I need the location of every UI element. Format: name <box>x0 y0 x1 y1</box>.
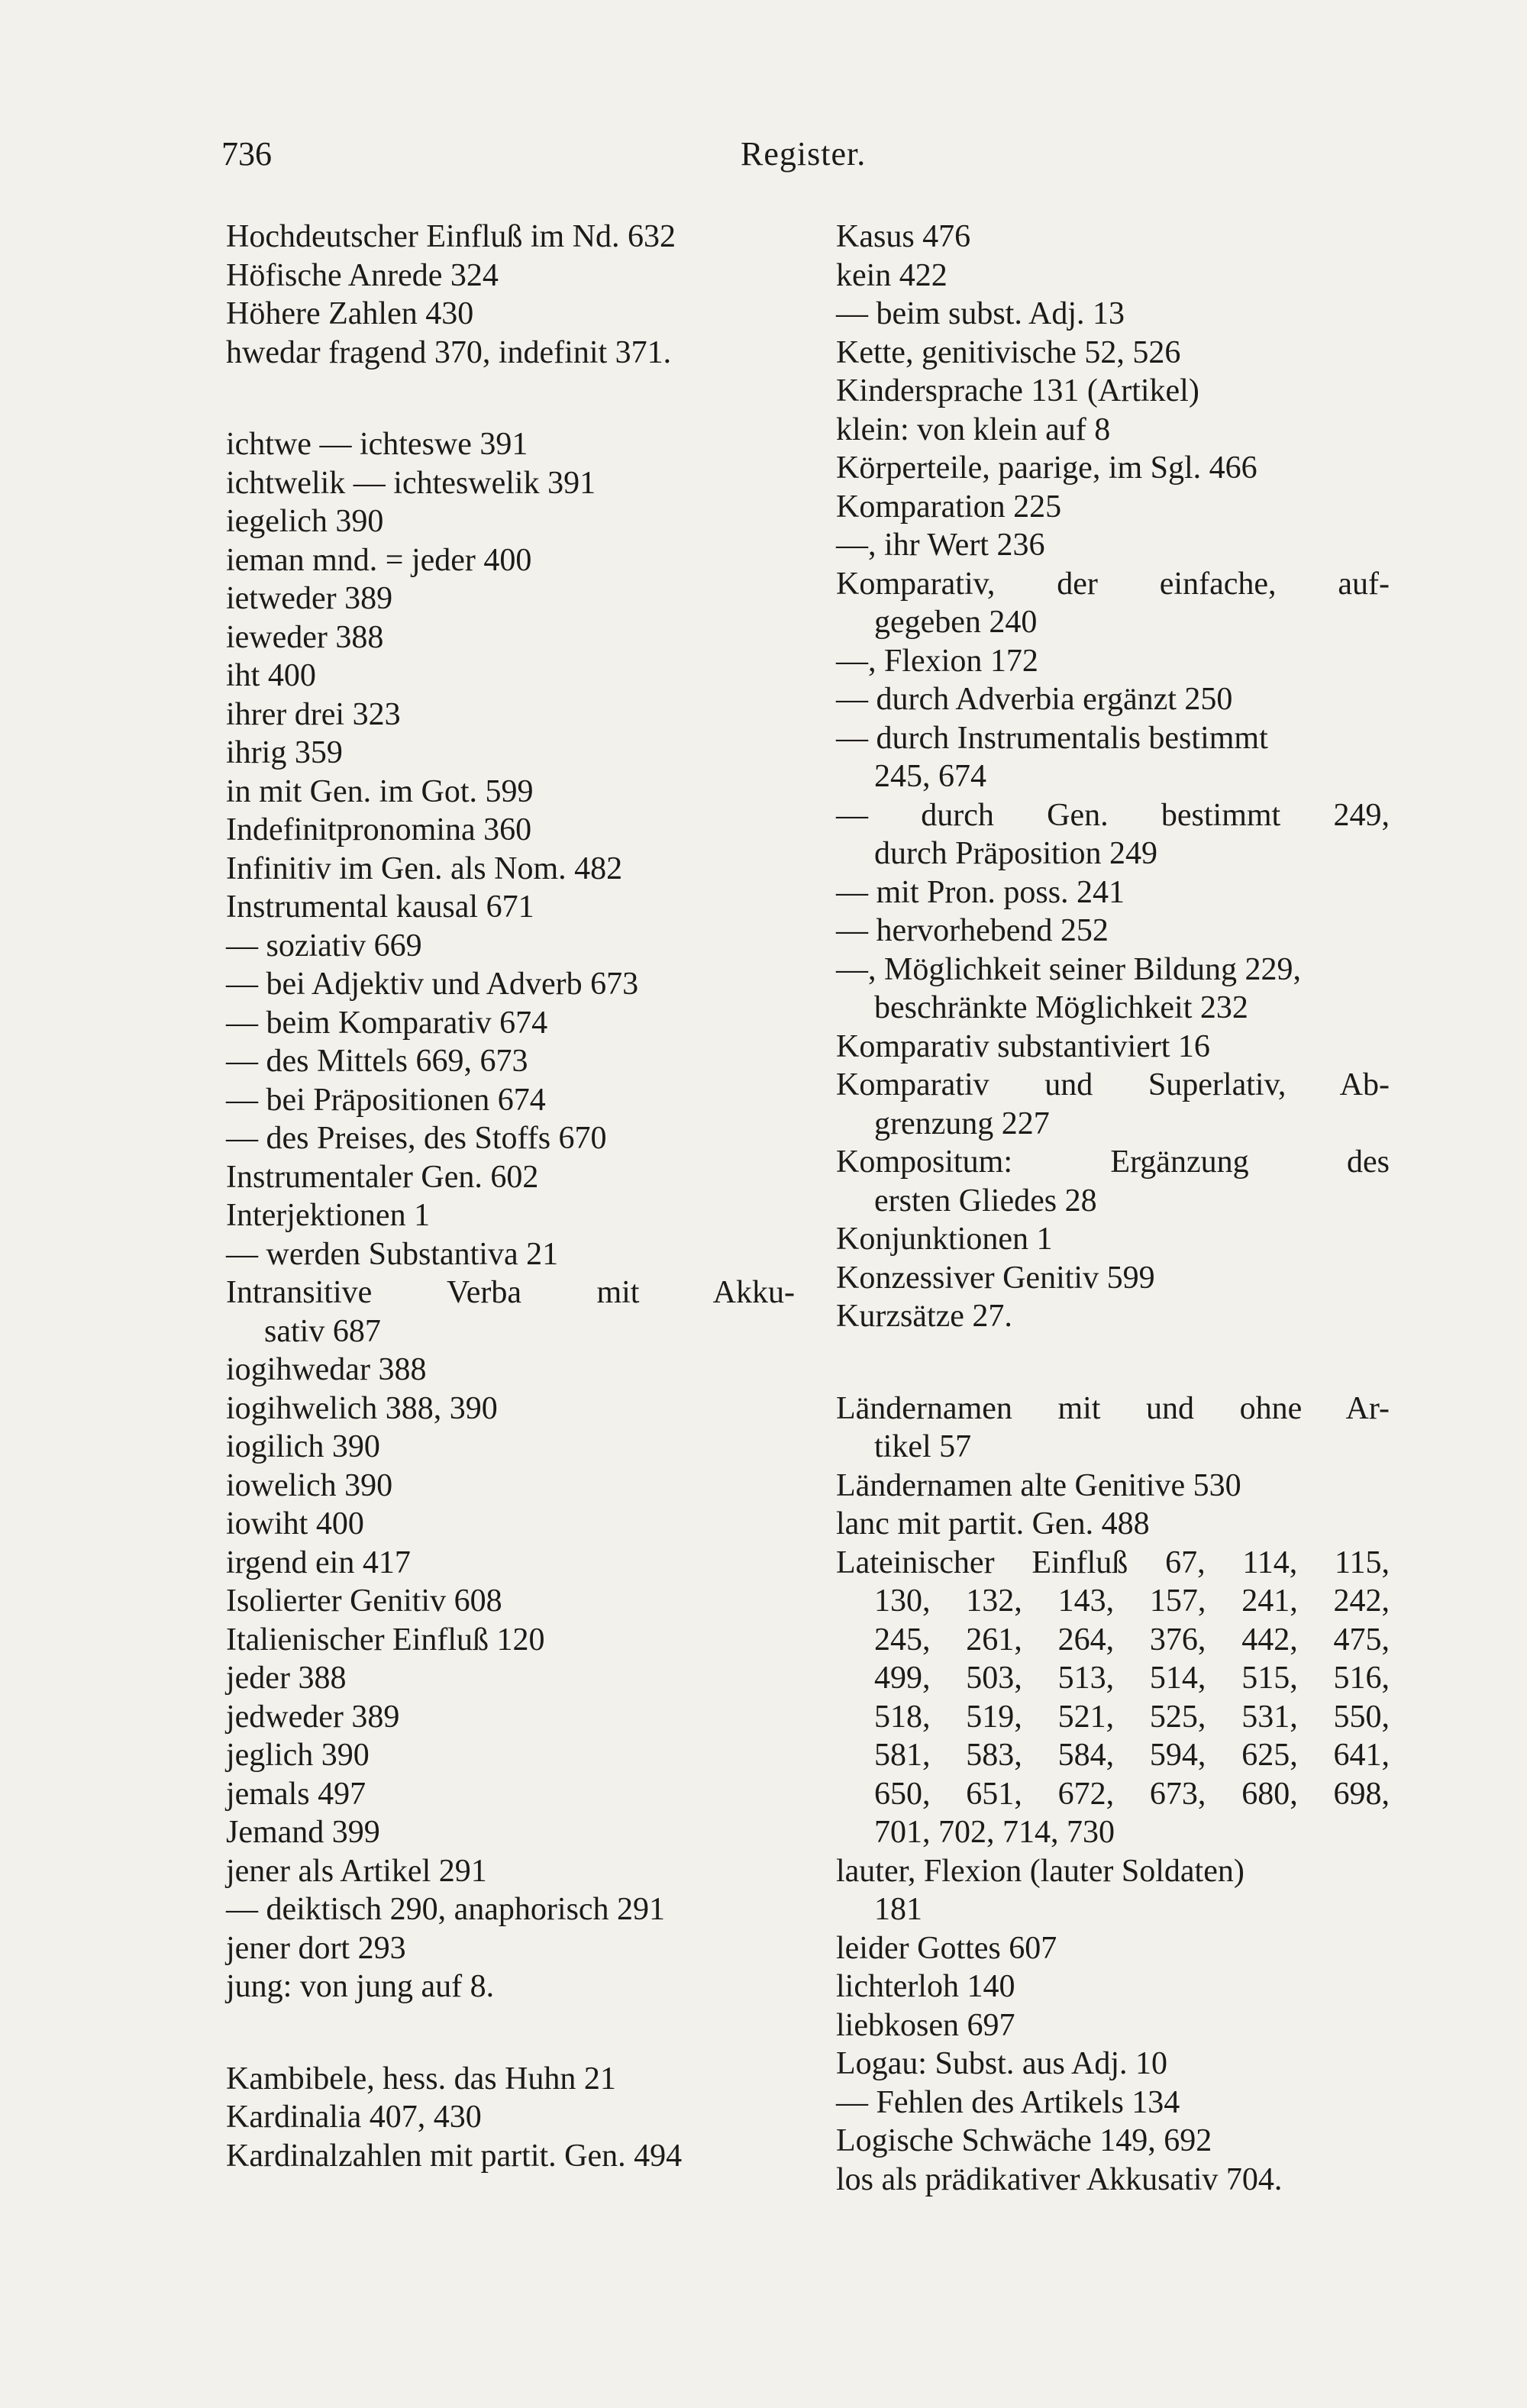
index-entry: — des Preises, des Stoffs 670 <box>226 1121 607 1156</box>
page-number: 736 <box>221 135 272 173</box>
index-entry: Kompositum: Ergänzung des <box>836 1144 1390 1180</box>
index-entry: klein: von klein auf 8 <box>836 412 1111 447</box>
index-entry-continuation: 650, 651, 672, 673, 680, 698, <box>874 1776 1390 1812</box>
index-entry-continuation: 181 <box>874 1892 922 1927</box>
index-entry: Höhere Zahlen 430 <box>226 296 474 331</box>
section-gap <box>836 1336 1390 1390</box>
index-entry-continuation: 245, 261, 264, 376, 442, 475, <box>874 1622 1390 1658</box>
index-entry: — deiktisch 290, anaphorisch 291 <box>226 1892 666 1927</box>
section-gap <box>226 2006 795 2060</box>
index-entry: lichterloh 140 <box>836 1969 1015 2004</box>
index-entry: ihrig 359 <box>226 735 343 770</box>
section-gap <box>226 372 795 425</box>
index-entry: —, Möglichkeit seiner Bildung 229, <box>836 951 1301 987</box>
index-entry: — durch Adverbia ergänzt 250 <box>836 682 1233 717</box>
index-entry: Kardinalzahlen mit partit. Gen. 494 <box>226 2138 683 2174</box>
index-entry: Isolierter Genitiv 608 <box>226 1583 502 1619</box>
index-entry: ichtwelik — ichteswelik 391 <box>226 465 596 501</box>
index-entry: — beim subst. Adj. 13 <box>836 296 1125 331</box>
index-entry: Logische Schwäche 149, 692 <box>836 2123 1212 2158</box>
index-entry: iogilich 390 <box>226 1429 380 1464</box>
index-entry: — bei Adjektiv und Adverb 673 <box>226 967 639 1002</box>
index-entry-continuation: 245, 674 <box>874 759 986 794</box>
index-entry: jeglich 390 <box>226 1738 370 1773</box>
index-entry: liebkosen 697 <box>836 2007 1015 2043</box>
index-entry-continuation: 518, 519, 521, 525, 531, 550, <box>874 1699 1390 1735</box>
index-entry: Ländernamen alte Genitive 530 <box>836 1467 1241 1503</box>
index-entry: iowelich 390 <box>226 1467 393 1503</box>
index-entry-continuation: grenzung 227 <box>874 1106 1050 1141</box>
index-entry: jener dort 293 <box>226 1930 406 1966</box>
index-entry: — werden Substantiva 21 <box>226 1236 559 1272</box>
index-entry: kein 422 <box>836 257 948 293</box>
index-column-right <box>836 218 1390 2199</box>
index-entry: Körperteile, paarige, im Sgl. 466 <box>836 450 1257 486</box>
index-entry: iogihwelich 388, 390 <box>226 1390 498 1426</box>
index-entry: — soziativ 669 <box>226 928 422 964</box>
index-entry: ichtwe — ichteswe 391 <box>226 427 528 462</box>
index-entry: — durch Gen. bestimmt 249, <box>836 797 1390 833</box>
index-entry: jeder 388 <box>226 1661 347 1696</box>
index-entry: Ländernamen mit und ohne Ar- <box>836 1390 1390 1426</box>
index-entry: jedweder 389 <box>226 1699 400 1735</box>
page-header <box>0 134 1527 180</box>
index-entry-continuation: 130, 132, 143, 157, 241, 242, <box>874 1583 1390 1619</box>
index-entry: Komparation 225 <box>836 489 1062 525</box>
index-entry: Kasus 476 <box>836 219 971 254</box>
index-entry: hwedar fragend 370, indefinit 371. <box>226 334 672 370</box>
index-entry: jener als Artikel 291 <box>226 1853 487 1889</box>
index-entry: Kurzsätze 27. <box>836 1299 1012 1334</box>
index-entry: lauter, Flexion (lauter Soldaten) <box>836 1853 1245 1889</box>
index-entry: — beim Komparativ 674 <box>226 1005 548 1041</box>
index-entry-continuation: gegeben 240 <box>874 605 1038 640</box>
index-entry-continuation: beschränkte Möglichkeit 232 <box>874 990 1248 1025</box>
index-entry: Interjektionen 1 <box>226 1198 431 1233</box>
index-entry: leider Gottes 607 <box>836 1930 1057 1966</box>
index-entry: Höfische Anrede 324 <box>226 257 499 293</box>
index-entry: Instrumental kausal 671 <box>226 889 534 925</box>
index-entry-continuation: durch Präposition 249 <box>874 836 1157 871</box>
index-entry: Kambibele, hess. das Huhn 21 <box>226 2061 616 2097</box>
index-entry: — durch Instrumentalis bestimmt <box>836 720 1268 756</box>
index-entry: —, ihr Wert 236 <box>836 528 1045 563</box>
index-entry: iogihwedar 388 <box>226 1352 427 1387</box>
index-entry: lanc mit partit. Gen. 488 <box>836 1506 1150 1541</box>
index-entry: Hochdeutscher Einfluß im Nd. 632 <box>226 219 676 254</box>
index-entry: — mit Pron. poss. 241 <box>836 874 1125 910</box>
index-entry: Konjunktionen 1 <box>836 1222 1053 1257</box>
index-column-left <box>226 218 795 2175</box>
index-entry-continuation: sativ 687 <box>264 1313 381 1349</box>
index-entry: Logau: Subst. aus Adj. 10 <box>836 2046 1168 2081</box>
index-entry: — des Mittels 669, 673 <box>226 1044 528 1079</box>
index-entry: irgend ein 417 <box>226 1545 411 1580</box>
index-entry-continuation: tikel 57 <box>874 1429 972 1464</box>
index-entry: los als prädikativer Akkusativ 704. <box>836 2161 1283 2197</box>
index-entry: ihrer drei 323 <box>226 696 401 732</box>
index-entry: — hervorhebend 252 <box>836 913 1109 948</box>
index-entry: Kette, genitivische 52, 526 <box>836 334 1181 370</box>
index-entry: iht 400 <box>226 658 316 693</box>
index-entry: Italienischer Einfluß 120 <box>226 1622 545 1658</box>
index-entry: jemals 497 <box>226 1776 366 1812</box>
index-entry-continuation: 581, 583, 584, 594, 625, 641, <box>874 1738 1390 1773</box>
index-entry: Lateinischer Einfluß 67, 114, 115, <box>836 1545 1390 1580</box>
index-entry: — Fehlen des Artikels 134 <box>836 2084 1180 2120</box>
index-entry: —, Flexion 172 <box>836 643 1038 679</box>
index-entry-continuation: 499, 503, 513, 514, 515, 516, <box>874 1661 1390 1696</box>
index-entry: iowiht 400 <box>226 1506 364 1541</box>
index-entry: jung: von jung auf 8. <box>226 1969 495 2004</box>
index-entry: iegelich 390 <box>226 504 384 539</box>
index-entry: in mit Gen. im Got. 599 <box>226 773 534 809</box>
running-title: Register. <box>741 135 867 173</box>
index-entry: Kardinalia 407, 430 <box>226 2100 482 2135</box>
index-entry: Komparativ substantiviert 16 <box>836 1028 1210 1064</box>
index-entry: Infinitiv im Gen. als Nom. 482 <box>226 851 623 886</box>
index-entry: Jemand 399 <box>226 1815 380 1850</box>
index-entry: Komparativ, der einfache, auf- <box>836 566 1390 602</box>
index-entry: Indefinitpronomina 360 <box>226 812 532 847</box>
index-entry: ieweder 388 <box>226 619 384 655</box>
index-entry: Instrumentaler Gen. 602 <box>226 1159 539 1195</box>
index-entry: ietweder 389 <box>226 581 393 616</box>
index-entry: Konzessiver Genitiv 599 <box>836 1260 1155 1296</box>
index-entry: — bei Präpositionen 674 <box>226 1082 546 1118</box>
index-entry-continuation: 701, 702, 714, 730 <box>874 1815 1115 1850</box>
index-entry: ieman mnd. = jeder 400 <box>226 542 532 578</box>
index-entry-continuation: ersten Gliedes 28 <box>874 1183 1097 1219</box>
index-entry: Komparativ und Superlativ, Ab- <box>836 1067 1390 1102</box>
index-entry: Kindersprache 131 (Artikel) <box>836 373 1199 408</box>
index-entry: Intransitive Verba mit Akku- <box>226 1275 795 1310</box>
